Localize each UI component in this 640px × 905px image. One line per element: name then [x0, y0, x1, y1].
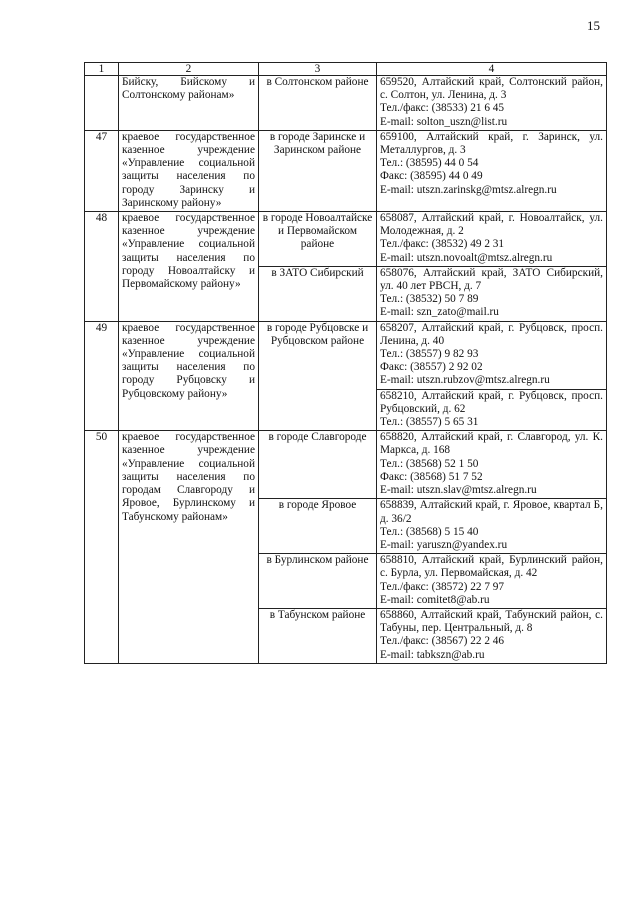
branch-contacts	[377, 499, 607, 554]
address-line: E-mail: solton_uszn@list.ru	[380, 115, 508, 128]
address-line: E-mail: utszn.novoalt@mtsz.alregn.ru	[380, 251, 553, 264]
address-line: Факс: (38568) 51 7 52	[380, 470, 483, 483]
branch-area: в городе Рубцовске и Рубцовском районе	[259, 321, 377, 431]
branch-contacts	[377, 389, 607, 431]
address-line: 658076, Алтайский край, ЗАТО Сибирский, ул. 40 лет РВСН, д. 7	[380, 266, 603, 293]
address-line: Факс: (38595) 44 0 49	[380, 170, 483, 183]
address-line: Тел.: (38557) 9 82 93	[380, 348, 479, 361]
column-header-institution: 2	[119, 63, 259, 76]
address-line: E-mail: szn_zato@mail.ru	[380, 306, 499, 319]
institutions-table	[84, 62, 607, 664]
branch-contacts	[377, 212, 607, 267]
institution-name: Бийску, Бийскому и Солтонскому районам»	[119, 76, 259, 131]
address-line: Тел.: (38557) 5 65 31	[380, 416, 479, 429]
address-line: E-mail: comitet8@ab.ru	[380, 593, 490, 606]
address-line: Тел./факс: (38533) 21 6 45	[380, 102, 505, 115]
address-line: 658860, Алтайский край, Табунский район, с. Табуны, пер. Центральный, д. 8	[380, 608, 603, 635]
branch-contacts	[377, 76, 607, 131]
branch-area: в ЗАТО Сибирский	[259, 266, 377, 321]
branch-area: в Солтонском районе	[259, 76, 377, 131]
address-line: 658087, Алтайский край, г. Новоалтайск, ул. Молодежная, д. 2	[380, 212, 603, 238]
row-number: 49	[85, 321, 119, 431]
column-header-area: 3	[259, 63, 377, 76]
address-line: 658210, Алтайский край, г. Рубцовск, просп. Рубцовский, д. 62	[380, 389, 603, 415]
address-line: Факс: (38557) 2 92 02	[380, 361, 483, 374]
page-number: 15	[587, 18, 600, 33]
address-line: Тел.: (38595) 44 0 54	[380, 157, 479, 170]
table-body	[85, 63, 607, 664]
institution-name: краевое государственное казенное учреждение «Управление социальной защиты населения по городу Заринску и Заринскому району»	[119, 130, 259, 211]
address-line: 658839, Алтайский край, г. Яровое, квартал Б, д. 36/2	[380, 499, 603, 525]
institution-name: краевое государственное казенное учреждение «Управление социальной защиты населения по городам Славгороду и Яровое, Бурлинскому и Табунскому районам»	[119, 431, 259, 663]
table-row	[85, 130, 607, 211]
address-line: Тел.: (38568) 5 15 40	[380, 525, 479, 538]
table-row	[85, 76, 607, 131]
address-line: E-mail: yaruszn@yandex.ru	[380, 538, 508, 551]
column-header-address: 4	[377, 63, 607, 76]
address-line: Тел.: (38568) 52 1 50	[380, 457, 479, 470]
institution-name: краевое государственное казенное учреждение «Управление социальной защиты населения по городу Новоалтайску и Первомайскому району»	[119, 212, 259, 322]
table-row	[85, 431, 607, 499]
branch-area: в городе Яровое	[259, 499, 377, 554]
column-header-number: 1	[85, 63, 119, 76]
branch-area: в Бурлинском районе	[259, 554, 377, 609]
row-number	[85, 76, 119, 131]
address-line: Тел./факс: (38567) 22 2 46	[380, 635, 505, 648]
branch-contacts	[377, 554, 607, 609]
branch-area: в городе Новоалтайске и Первомайском районе	[259, 212, 377, 267]
table-row	[85, 212, 607, 267]
address-line: 658207, Алтайский край, г. Рубцовск, просп. Ленина, д. 40	[380, 321, 603, 347]
address-line: Тел./факс: (38572) 22 7 97	[380, 580, 505, 593]
address-line: 659100, Алтайский край, г. Заринск, ул. Металлургов, д. 3	[380, 130, 603, 157]
institution-name: краевое государственное казенное учреждение «Управление социальной защиты населения по городу Рубцовску и Рубцовскому району»	[119, 321, 259, 431]
address-line: E-mail: utszn.zarinskg@mtsz.alregn.ru	[380, 183, 557, 196]
table-header-row	[85, 63, 607, 76]
address-line: E-mail: utszn.rubzov@mtsz.alregn.ru	[380, 374, 550, 387]
branch-contacts	[377, 266, 607, 321]
address-line: 658820, Алтайский край, г. Славгород, ул. К. Маркса, д. 168	[380, 431, 603, 457]
branch-contacts	[377, 608, 607, 663]
branch-contacts	[377, 431, 607, 499]
row-number: 48	[85, 212, 119, 322]
branch-area: в Табунском районе	[259, 608, 377, 663]
address-line: E-mail: tabkszn@ab.ru	[380, 648, 485, 661]
row-number: 50	[85, 431, 119, 663]
address-line: 658810, Алтайский край, Бурлинский район, с. Бурла, ул. Первомайская, д. 42	[380, 554, 603, 580]
row-number: 47	[85, 130, 119, 211]
address-line: Тел./факс: (38532) 49 2 31	[380, 238, 505, 251]
branch-area: в городе Заринске и Заринском районе	[259, 130, 377, 211]
branch-area: в городе Славгороде	[259, 431, 377, 499]
branch-contacts	[377, 321, 607, 389]
address-line: E-mail: utszn.slav@mtsz.alregn.ru	[380, 484, 537, 497]
address-line: Тел.: (38532) 50 7 89	[380, 293, 479, 306]
branch-contacts	[377, 130, 607, 211]
address-line: 659520, Алтайский край, Солтонский район, с. Солтон, ул. Ленина, д. 3	[380, 76, 603, 102]
table-row	[85, 321, 607, 389]
